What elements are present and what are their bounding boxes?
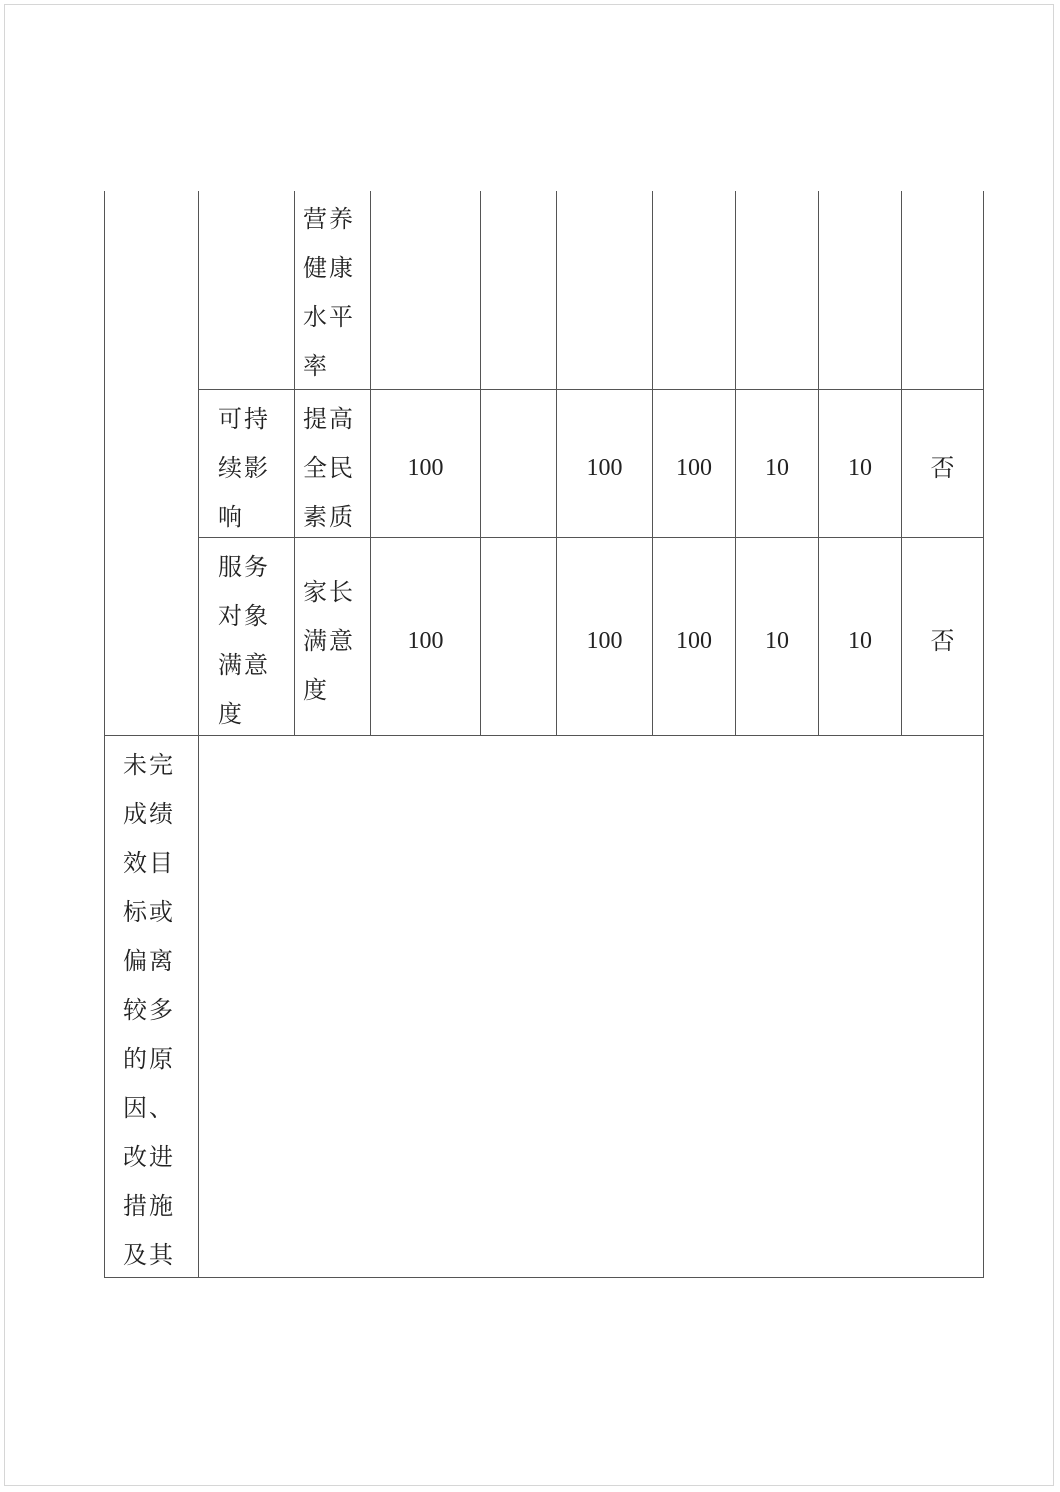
value-cell: 10	[848, 455, 872, 481]
sub-indicator-cell: 可持续影响	[218, 405, 270, 531]
value-cell: 否	[930, 627, 955, 655]
value-cell: 10	[765, 628, 789, 654]
footer-label-cell: 未完成绩效目标或偏离较多的原因、改进措施及其	[123, 751, 175, 1269]
value-cell: 100	[407, 628, 444, 654]
document-page	[4, 4, 1054, 1486]
value-cell: 100	[676, 628, 712, 654]
value-cell: 否	[930, 454, 955, 482]
value-cell: 10	[848, 628, 872, 654]
sub-indicator-cell: 服务对象满意度	[218, 553, 270, 728]
indicator-cell: 营养健康水平率	[303, 205, 355, 380]
indicator-cell: 家长满意度	[303, 578, 355, 704]
value-cell: 10	[765, 455, 789, 481]
value-cell: 100	[586, 628, 623, 654]
footer-content-cell	[205, 745, 975, 1265]
indicator-cell: 提高全民素质	[303, 405, 355, 531]
value-cell: 100	[407, 455, 444, 481]
value-cell: 100	[586, 455, 623, 481]
value-cell: 100	[676, 455, 712, 481]
